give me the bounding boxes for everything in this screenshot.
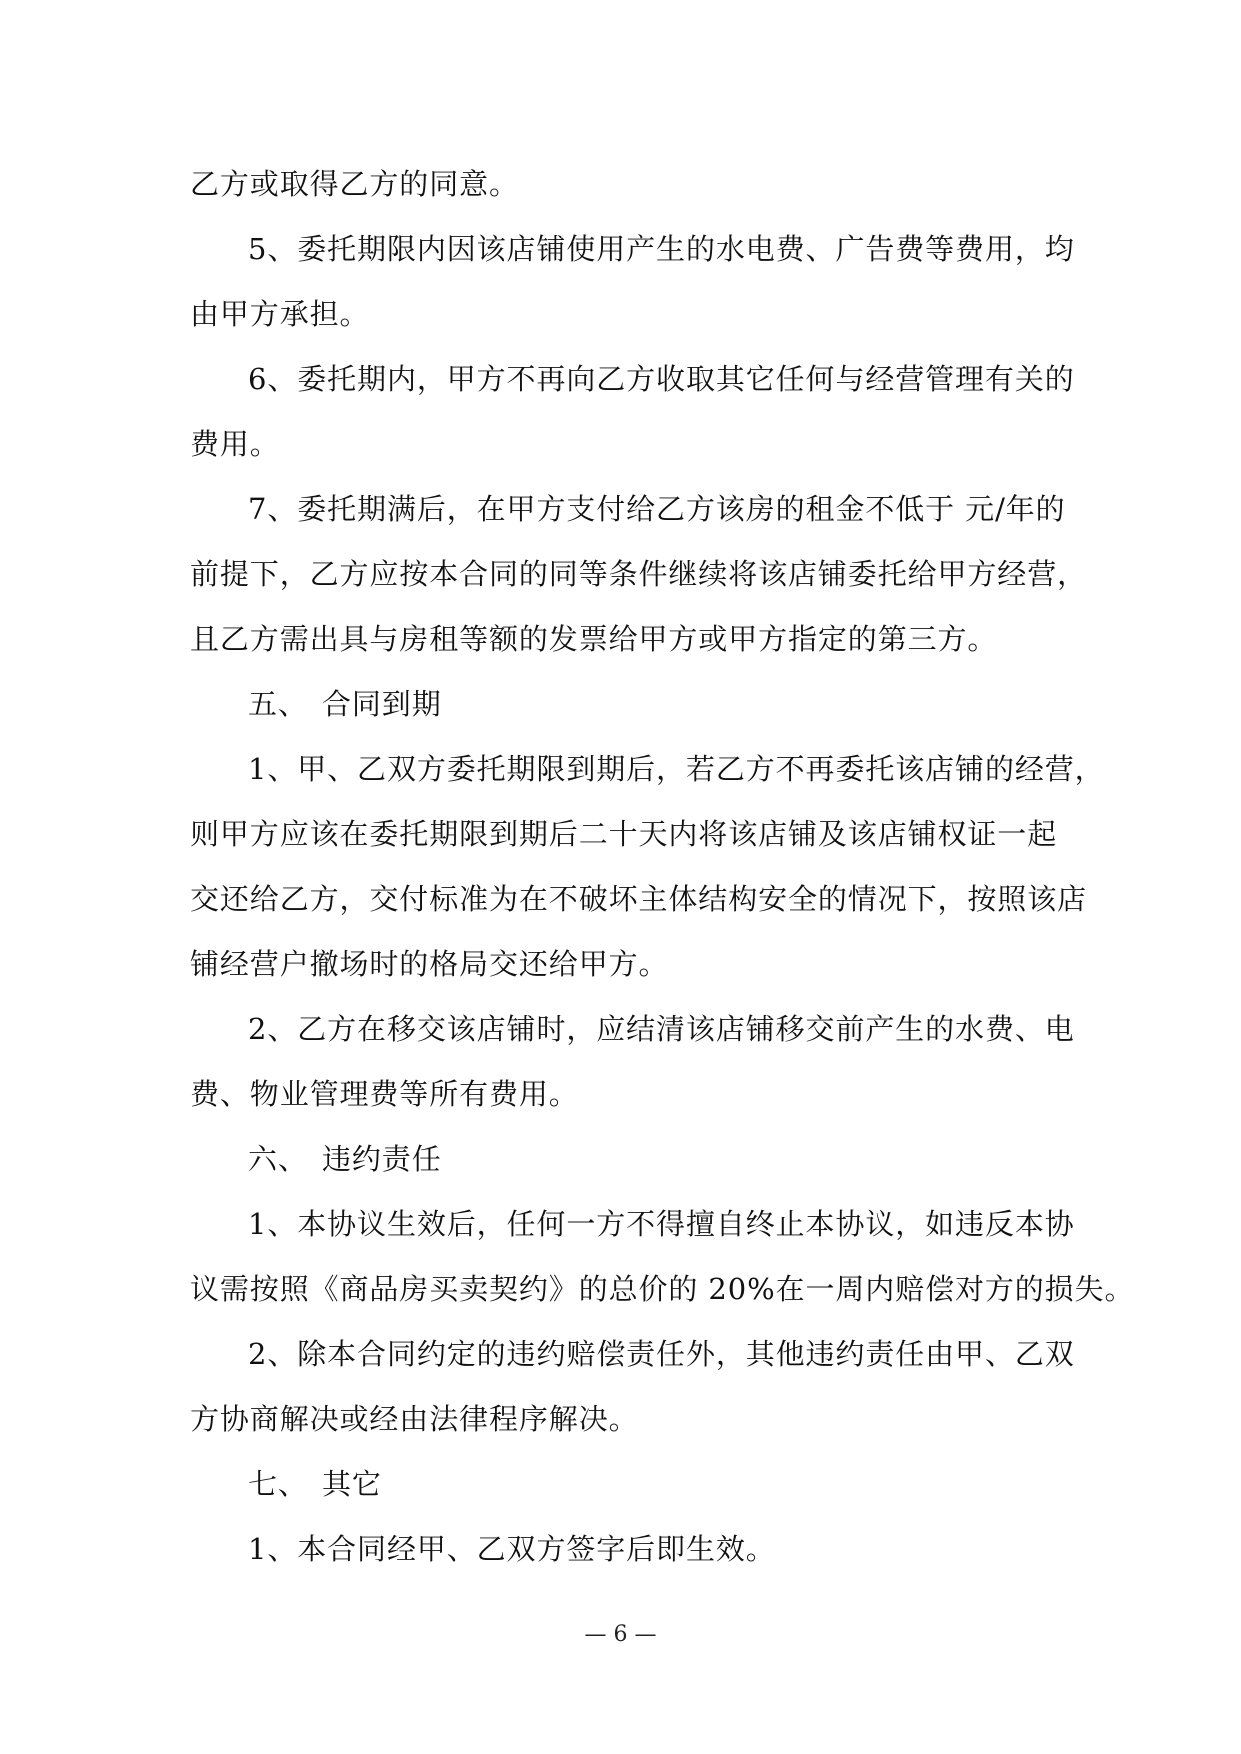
- text-line: 1、甲、乙双方委托期限到期后，若乙方不再委托该店铺的经营，: [248, 752, 1105, 786]
- text-line: 乙方或取得乙方的同意。: [190, 167, 519, 201]
- text-line: 6、委托期内，甲方不再向乙方收取其它任何与经营管理有关的: [248, 362, 1075, 396]
- section-heading-title: 其它: [322, 1467, 382, 1501]
- text-line: 5、委托期限内因该店铺使用产生的水电费、广告费等费用，均: [248, 232, 1075, 266]
- text-line: 费、物业管理费等所有费用。: [190, 1077, 579, 1111]
- section-heading: [190, 1452, 1052, 1517]
- text-line: 且乙方需出具与房租等额的发票给甲方或甲方指定的第三方。: [190, 622, 998, 656]
- section-heading: [190, 1127, 1052, 1192]
- page-number: — 6 —: [584, 1622, 657, 1647]
- text-line: 7、委托期满后，在甲方支付给乙方该房的租金不低于 元/年的: [248, 492, 1066, 526]
- section-heading-number: 六、: [248, 1142, 308, 1176]
- text-line: 铺经营户撤场时的格局交还给甲方。: [190, 947, 669, 981]
- text-line: 则甲方应该在委托期限到期后二十天内将该店铺及该店铺权证一起: [190, 817, 1058, 851]
- text-line: 2、乙方在移交该店铺时，应结清该店铺移交前产生的水费、电: [248, 1012, 1075, 1046]
- section-heading-title: 合同到期: [322, 687, 442, 721]
- text-line: 前提下，乙方应按本合同的同等条件继续将该店铺委托给甲方经营，: [190, 557, 1088, 591]
- text-line: 2、除本合同约定的违约赔偿责任外，其他违约责任由甲、乙双: [248, 1337, 1075, 1371]
- section-heading-number: 五、: [248, 687, 308, 721]
- text-line: 方协商解决或经由法律程序解决。: [190, 1402, 639, 1436]
- text-line: 1、本协议生效后，任何一方不得擅自终止本协议，如违反本协: [248, 1207, 1075, 1241]
- section-heading-title: 违约责任: [322, 1142, 442, 1176]
- text-line: 议需按照《商品房买卖契约》的总价的 20%在一周内赔偿对方的损失。: [190, 1272, 1135, 1306]
- document-body: [190, 152, 1135, 1582]
- text-line: 交还给乙方，交付标准为在不破坏主体结构安全的情况下，按照该店: [190, 882, 1088, 916]
- text-line: 由甲方承担。: [190, 297, 370, 331]
- section-heading-number: 七、: [248, 1467, 308, 1501]
- text-line: 费用。: [190, 427, 280, 461]
- section-heading: [190, 672, 1052, 737]
- text-line: 1、本合同经甲、乙双方签字后即生效。: [248, 1532, 776, 1566]
